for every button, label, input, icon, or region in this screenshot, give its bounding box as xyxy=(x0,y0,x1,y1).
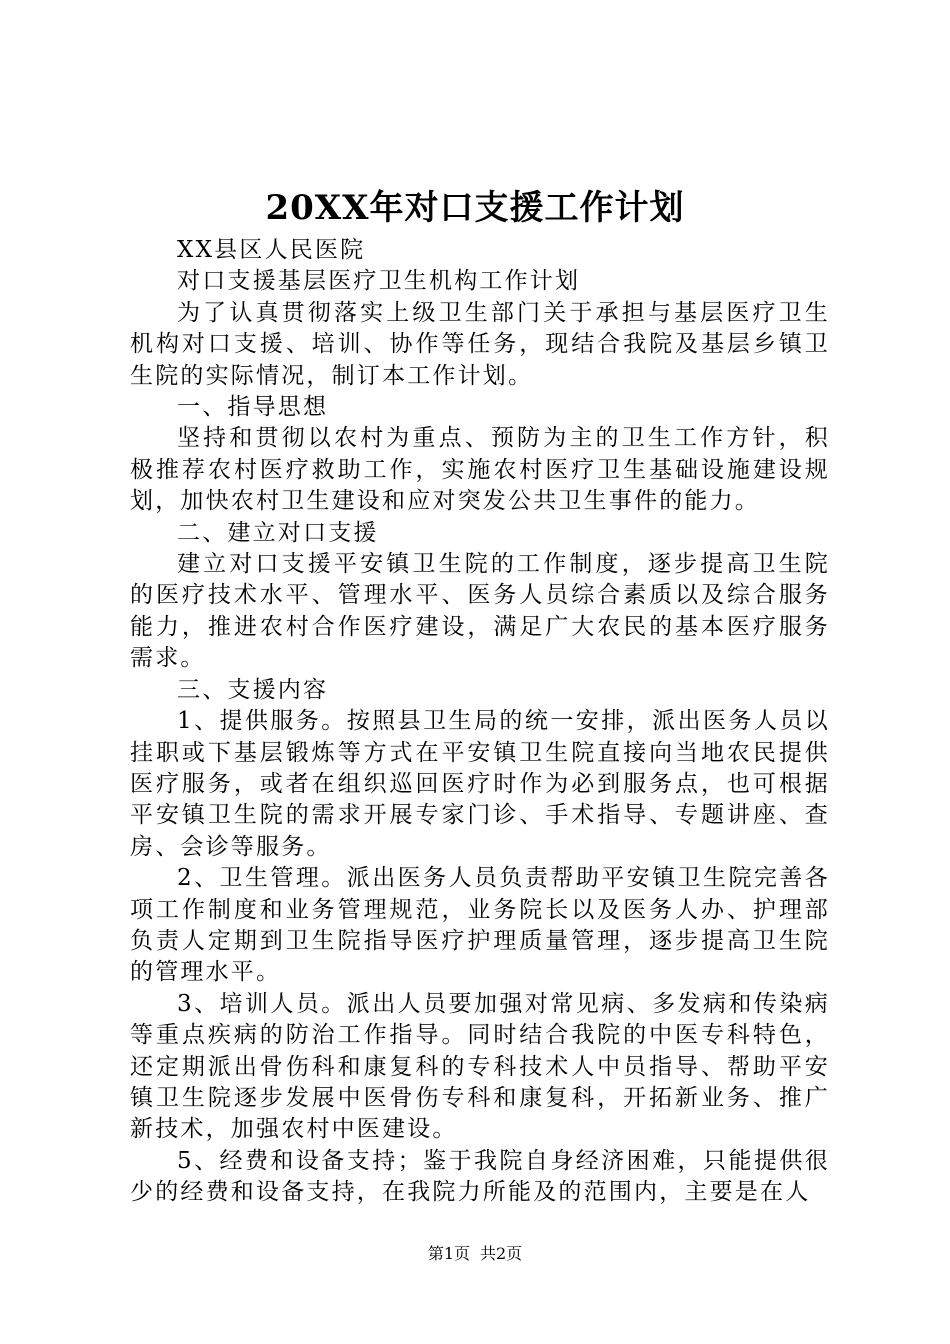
item-health-management: 2、卫生管理。派出医务人员负责帮助平安镇卫生院完善各项工作制度和业务管理规范，业务院长以及医务人办、护理部负责人定期到卫生院指导医疗护理质量管理，逐步提高卫生院的管理水平。 xyxy=(130,865,830,986)
item-training: 3、培训人员。派出人员要加强对常见病、多发病和传染病等重点疾病的防治工作指导。同时结合我院的中医专科特色，还定期派出骨伤科和康复科的专科技术人中员指导、帮助平安镇卫生院逐步发展中医骨伤专科和康复科，开拓新业务、推广新技术，加强农村中医建设。 xyxy=(130,990,830,1143)
item-funding-equipment: 5、经费和设备支持；鉴于我院自身经济困难，只能提供很少的经费和设备支持，在我院力所能及的范围内，主要是在人 xyxy=(130,1147,830,1206)
section-heading-support-content: 三、支援内容 xyxy=(177,676,329,703)
document-body xyxy=(130,235,830,1209)
page-total: 共2页 xyxy=(480,1244,523,1263)
document-title: 20XX年对口支援工作计划 xyxy=(265,188,685,228)
plan-subtitle: 对口支援基层医疗卫生机构工作计划 xyxy=(177,268,581,295)
item-provide-service: 1、提供服务。按照县卫生局的统一安排，派出医务人员以挂职或下基层锻炼等方式在平安镇卫生院直接向当地农民提供医疗服务，或者在组织巡回医疗时作为必到服务点，也可根据平安镇卫生院的需求开展专家门诊、手术指导、专题讲座、查房、会诊等服务。 xyxy=(130,708,830,860)
section-heading-establish-support: 二、建立对口支援 xyxy=(177,519,379,546)
intro-paragraph: 为了认真贯彻落实上级卫生部门关于承担与基层医疗卫生机构对口支援、培训、协作等任务，现结合我院及基层乡镇卫生院的实际情况，制订本工作计划。 xyxy=(130,299,830,389)
establish-support-paragraph: 建立对口支援平安镇卫生院的工作制度，逐步提高卫生院的医疗技术水平、管理水平、医务人员综合素质以及综合服务能力，推进农村合作医疗建设，满足广大农民的基本医疗服务需求。 xyxy=(130,551,830,672)
hospital-name: XX县区人民医院 xyxy=(177,237,366,263)
section-heading-guiding-thought: 一、指导思想 xyxy=(177,394,329,421)
page-number: 第1页 xyxy=(427,1244,470,1263)
page-footer xyxy=(0,1244,950,1264)
guiding-thought-paragraph: 坚持和贯彻以农村为重点、预防为主的卫生工作方针，积极推荐农村医疗救助工作，实施农村医疗卫生基础设施建设规划，加快农村卫生建设和应对突发公共卫生事件的能力。 xyxy=(130,425,830,515)
